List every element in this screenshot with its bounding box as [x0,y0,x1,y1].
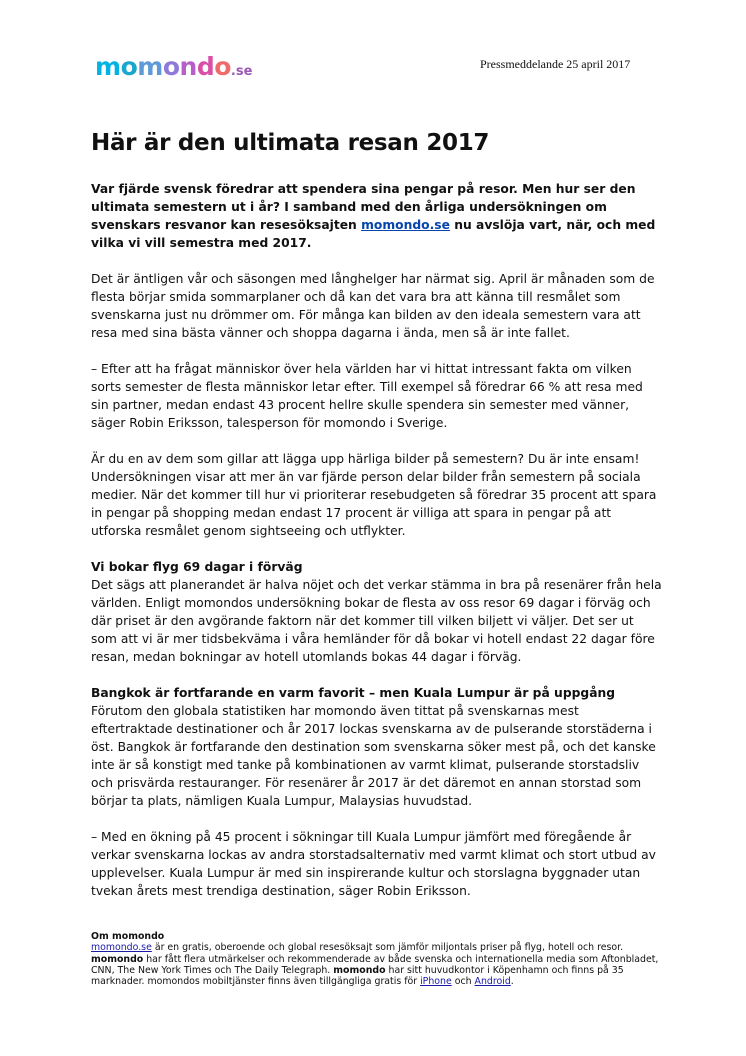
section-destinations-text: Förutom den globala statistiken har momondo även tittat på svenskarnas mest eftertraktade destinationer och år 2017 lockas svenskarna av de pulserande storstäderna i öst. Bangkok är fortfarande den destination som svenskarna söker mest på, och det kanske inte är så konstigt med tanke på kombinationen av varmt klimat, pulserande storstadsliv och prisvärda restauranger. För resenärer år 2017 är det däremot en annan storstad som börjar ta plats, nämligen Kuala Lumpur, Malaysias huvudstad. [91,704,656,808]
momondo-logo [95,52,252,87]
section-destinations-heading: Bangkok är fortfarande en varm favorit – men Kuala Lumpur är på uppgång [91,686,616,700]
article-body [91,180,663,918]
logo-letter: o [214,52,231,81]
logo-letter: d [196,52,215,81]
logo-letter: m [137,52,163,81]
logo-letter: o [162,52,180,81]
page-title: Här är den ultimata resan 2017 [91,130,490,156]
footer-text: momondo.se är en gratis, oberoende och global resesöksajt som jämför miljontals priser på flyg, hotell och resor. momondo har fått flera utmärkelser och rekommenderade av både svenska och internationella media som Aftonbladet, CNN, The New York Times och The Daily Telegraph. momondo har sitt huvudkontor i Köpenhamn och finns på 35 marknader. momondos mobiltjänster finns även tillgängliga gratis för iPhone och Android. [91,942,659,988]
logo-wordmark [95,52,231,81]
lead-paragraph: Var fjärde svensk föredrar att spendera sina pengar på resor. Men hur ser den ultimata semestern ut i år? I samband med den årliga undersökningen om svenskars resvanor kan resesöksajten momondo.se nu avslöja vart, när, och med vilka vi vill semestra med 2017. [91,182,656,250]
footer-site-link[interactable]: momondo.se [91,942,152,954]
section-booking-text: Det sägs att planerandet är halva nöjet och det verkar stämma in bra på resenärer från hela världen. Enligt momondos undersökning bokar de flesta av oss resor 69 dagar i förväg och där priset är den avgörande faktorn när det kommer till vilken biljett vi väljer. Det ser ut som att vi är mer tidsbekväma i våra hemländer för då bokar vi hotell endast 22 dagar före resan, medan bokningar av hotell utomlands bokas 44 dagar i förväg. [91,578,662,664]
logo-letter: m [95,52,121,81]
logo-tld: .se [230,64,253,79]
press-date: Pressmeddelande 25 april 2017 [480,57,631,71]
momondo-link[interactable]: momondo.se [361,218,450,232]
section-destinations [91,684,663,810]
android-link[interactable]: Android [474,976,511,988]
footer-title: Om momondo [91,931,165,942]
section-booking [91,558,663,666]
quote-paragraph: – Med en ökning på 45 procent i sökningar till Kuala Lumpur jämfört med föregående år verkar svenskarna lockas av andra storstadsalternativ med varmt klimat och stort utbud av upplevelser. Kuala Lumpur är med sin inspirerande kultur och storslagna byggnader utan tvekan årets mest trendiga destination, säger Robin Eriksson. [91,830,656,898]
logo-letter: o [120,52,138,81]
about-momondo-footer [91,931,663,987]
footer-brand: momondo [91,953,144,965]
paragraph-1: Det är äntligen vår och säsongen med långhelger har närmat sig. April är månaden som de flesta börjar smida sommarplaner och då kan det vara bra att känna till resmålet som svenskarna just nu drömmer om. För många kan bilden av den ideala semestern vara att resa med sina bästa vänner och shoppa dagarna i ända, men så är inte fallet. [91,272,655,340]
section-booking-heading: Vi bokar flyg 69 dagar i förväg [91,560,303,574]
footer-brand: momondo [333,964,386,976]
logo-letter: n [179,52,197,81]
iphone-link[interactable]: iPhone [420,976,452,988]
paragraph-2: – Efter att ha frågat människor över hela världen har vi hittat intressant fakta om vilken sorts semester de flesta människor letar efter. Till exempel så föredrar 66 % att resa med sin partner, medan endast 43 procent hellre skulle spendera sin semester med vänner, säger Robin Eriksson, talesperson för momondo i Sverige. [91,362,643,430]
paragraph-3: Är du en av dem som gillar att lägga upp härliga bilder på semestern? Du är inte ensam! Undersökningen visar att mer än var fjärde person delar bilder från semestern på sociala medier. När det kommer till hur vi prioriterar resebudgeten så föredrar 35 procent att spara in pengar på shopping medan endast 17 procent är villiga att spara in pengar på att utforska resmålet genom sightseeing och utflykter. [91,452,657,538]
